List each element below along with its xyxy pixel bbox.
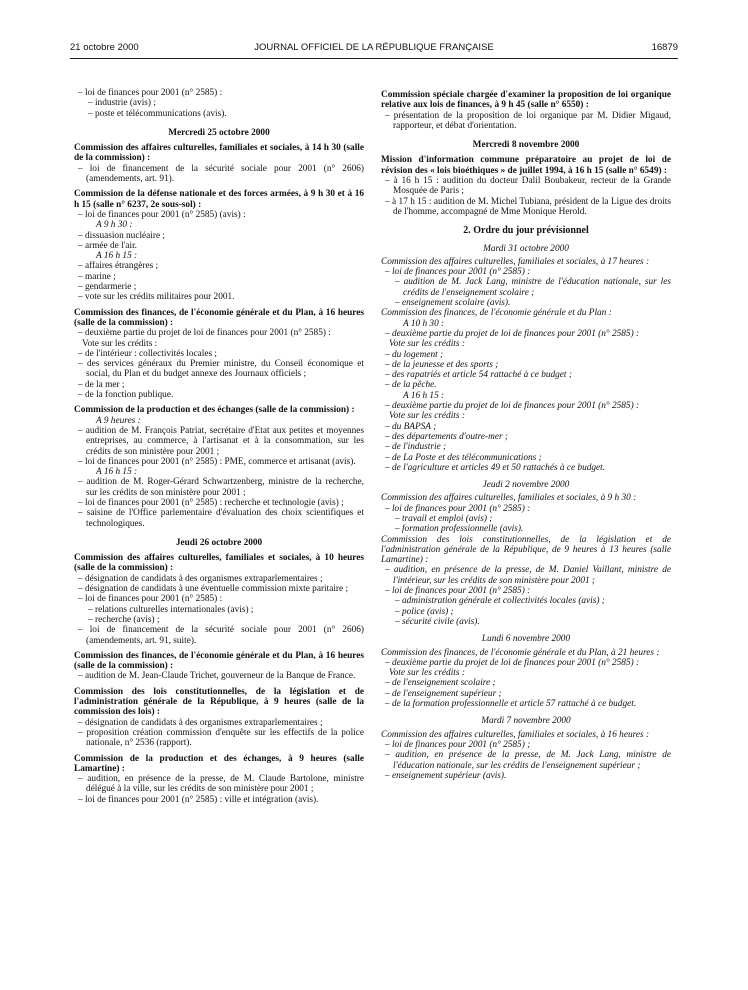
list-item: – enseignement scolaire (avis). — [395, 298, 511, 309]
list-item: – administration générale et collectivités locales (avis) ; — [395, 596, 605, 607]
list-item: – de l'agriculture et articles 49 et 50 rattachés à ce budget. — [385, 462, 606, 473]
list-item: – vote sur les crédits militaires pour 2001. — [78, 292, 235, 303]
day-heading: Jeudi 26 octobre 2000 — [175, 537, 263, 548]
list-item: – audition, en présence de la presse, de M. Claude Bartolone, ministre délégué à la ville, sur les crédits de son ministère pour 2001 ; — [78, 774, 364, 795]
commission-title: Commission des affaires culturelles, familiales et sociales, à 9 h 30 : — [381, 493, 637, 504]
page-header — [70, 40, 678, 59]
list-item: – audition de M. Jean-Claude Trichet, gouverneur de la Banque de France. — [78, 671, 356, 682]
list-item: – audition de M. Jack Lang, ministre de l'éducation nationale, sur les crédits de l'enseignement scolaire ; — [395, 277, 671, 298]
list-item: – loi de finances pour 2001 (n° 2585) : — [78, 594, 223, 605]
list-item: – de la jeunesse et des sports ; — [385, 359, 499, 370]
list-item: – de l'intérieur : collectivités locales ; — [78, 348, 218, 359]
list-item: – deuxième partie du projet de loi de finances pour 2001 (n° 2585) : — [385, 657, 640, 668]
day-heading: Mardi 31 octobre 2000 — [483, 243, 569, 254]
list-item: – marine ; — [78, 271, 116, 282]
list-item: – loi de finances pour 2001 (n° 2585) : recherche et technologie (avis) ; — [78, 497, 344, 508]
list-item: – gendarmerie ; — [78, 282, 137, 293]
list-item: – de l'enseignement supérieur ; — [385, 688, 502, 699]
commission-title: Commission des affaires culturelles, familiales et sociales, à 14 h 30 (salle de la commission) : — [74, 143, 364, 164]
list-item: – des services généraux du Premier ministre, du Conseil économique et social, du Plan et du budget annexe des Journaux officiels ; — [78, 359, 364, 380]
list-item: – saisine de l'Office parlementaire d'évaluation des choix scientifiques et technologiques. — [78, 508, 364, 529]
list-item: – travail et emploi (avis) ; — [395, 513, 493, 524]
commission-title: Commission de la défense nationale et des forces armées, à 9 h 30 et à 16 h 15 (salle n° 6237, 2e sous-sol) : — [74, 189, 364, 210]
day-heading: Mercredi 25 octobre 2000 — [168, 127, 270, 138]
list-item: – recherche (avis) ; — [88, 614, 160, 625]
list-item: – de la formation professionnelle et article 57 rattaché à ce budget. — [385, 699, 637, 710]
list-item: – loi de finances pour 2001 (n° 2585) : — [385, 586, 531, 597]
right-column — [381, 90, 671, 781]
journal-title: JOURNAL OFFICIEL DE LA RÉPUBLIQUE FRANÇAISE — [254, 42, 494, 53]
commission-title: Commission spéciale chargée d'examiner la proposition de loi organique relative aux lois de finances, à 9 h 45 (salle n° 6550) : — [381, 90, 671, 111]
list-item: – audition, en présence de la presse, de M. Jack Lang, ministre de l'éducation nationale, sur les crédits de l'enseignement supérieur ; — [385, 750, 671, 771]
list-item: – loi de finances pour 2001 (n° 2585) : — [78, 88, 223, 98]
list-item: – formation professionnelle (avis). — [395, 524, 524, 535]
day-heading: Mercredi 8 novembre 2000 — [472, 140, 580, 151]
commission-title: Commission des finances, de l'économie générale et du Plan, à 16 heures (salle de la commission) : — [74, 650, 364, 672]
commission-title: Commission des affaires culturelles, familiales et sociales, à 10 heures (salle de la commission) : — [74, 553, 364, 574]
list-item: – de la mer ; — [78, 379, 125, 390]
commission-title: Commission des finances, de l'économie générale et du Plan : — [381, 308, 612, 319]
commission-title: Commission de la production et des échanges (salle de la commission) : — [74, 405, 355, 416]
list-item: – de la fonction publique. — [78, 390, 174, 401]
list-item: – désignation de candidats à des organismes extraparlementaires ; — [78, 573, 323, 584]
list-item: – police (avis) ; — [395, 606, 454, 617]
list-item: – proposition création commission d'enquête sur les effectifs de la police nationale, n° 2536 (rapport). — [78, 727, 364, 749]
left-column — [74, 88, 364, 805]
list-item: – audition, en présence de la presse, de M. Daniel Vaillant, ministre de l'intérieur, sur les crédits de son ministère pour 2001 ; — [385, 565, 671, 586]
list-item: – à 16 h 15 : audition du docteur Dalil Boubakeur, recteur de la Grande Mosquée de Paris ; — [385, 176, 671, 197]
list-item: – désignation de candidats à des organismes extraparlementaires ; — [78, 717, 323, 728]
list-item: – de La Poste et des télécommunications ; — [385, 452, 542, 463]
list-item: – du logement ; — [385, 349, 444, 360]
list-item: – audition de M. François Patriat, secrétaire d'Etat aux petites et moyennes entreprises, au commerce, à l'artisanat et à la consommation, sur les crédits de son ministère pour 2001 ; — [78, 425, 364, 457]
day-heading: Jeudi 2 novembre 2000 — [482, 480, 570, 491]
list-item: – de l'industrie ; — [385, 442, 447, 453]
list-item: – loi de finances pour 2001 (n° 2585) : PME, commerce et artisanat (avis). — [78, 456, 356, 467]
commission-title: Commission des finances, de l'économie générale et du Plan, à 16 heures (salle de la commission) : — [74, 307, 364, 328]
time-label: A 10 h 30 : — [403, 318, 445, 329]
time-label: A 16 h 15 : — [96, 467, 138, 478]
commission-title: Commission des lois constitutionnelles, de la législation et de l'administration générale de la République, à 9 heures (salle de la commission des lois) : — [74, 686, 364, 718]
vote-label: Vote sur les crédits : — [82, 338, 158, 349]
list-item: – du BAPSA ; — [385, 421, 437, 432]
list-item: – de l'enseignement scolaire ; — [385, 678, 496, 689]
list-item: – à 17 h 15 : audition de M. Michel Tubiana, président de la Ligue des droits de l'homme, accompagné de Mme Monique Herold. — [385, 196, 671, 217]
list-item: – deuxième partie du projet de loi de finances pour 2001 (n° 2585) : — [385, 328, 640, 339]
commission-title: Commission des affaires culturelles, familiales et sociales, à 16 heures : — [381, 729, 650, 740]
time-label: A 16 h 15 : — [403, 390, 445, 401]
section-heading: 2. Ordre du jour prévisionnel — [463, 225, 589, 237]
list-item: – des rapatriés et article 54 rattaché à ce budget ; — [385, 370, 572, 381]
list-item: – loi de finances pour 2001 (n° 2585) : ville et intégration (avis). — [78, 794, 319, 805]
vote-label: Vote sur les crédits : — [389, 411, 465, 422]
commission-title: Commission des lois constitutionnelles, de la législation et de l'administration générale de la République, de 9 heures à 13 heures (salle Lamartine) : — [381, 534, 671, 566]
list-item: – deuxième partie du projet de loi de finances pour 2001 (n° 2585) : — [385, 401, 640, 412]
list-item: – enseignement supérieur (avis). — [385, 770, 507, 781]
list-item: – sécurité civile (avis). — [395, 616, 480, 627]
commission-title: Commission de la production et des échanges, à 9 heures (salle Lamartine) : — [74, 753, 364, 774]
commission-title: Mission d'information commune préparatoire au projet de loi de révision des « lois bioéthiques » de juillet 1994, à 16 h 15 (salle n° 6549) : — [381, 155, 671, 176]
commission-title: Commission des finances, de l'économie générale et du Plan, à 21 heures : — [381, 647, 660, 658]
time-label: A 16 h 15 : — [96, 251, 138, 262]
list-item: – loi de finances pour 2001 (n° 2585) (avis) : — [78, 209, 246, 220]
list-item: – poste et télécommunications (avis). — [88, 108, 227, 119]
vote-label: Vote sur les crédits : — [389, 668, 465, 679]
list-item: – de la pêche. — [385, 380, 437, 391]
list-item: – relations culturelles internationales (avis) ; — [88, 604, 254, 615]
time-label: A 9 h 30 : — [96, 220, 133, 231]
day-heading: Lundi 6 novembre 2000 — [481, 634, 571, 645]
list-item: – présentation de la proposition de loi organique par M. Didier Migaud, rapporteur, et débat d'orientation. — [385, 110, 671, 131]
list-item: – armée de l'air. — [78, 240, 137, 251]
list-item: – affaires étrangères ; — [78, 261, 159, 272]
list-item: – des départements d'outre-mer ; — [385, 431, 508, 442]
list-item: – désignation de candidats à une éventuelle commission mixte paritaire ; — [78, 584, 349, 595]
list-item: – loi de financement de la sécurité sociale pour 2001 (n° 2606) (amendements, art. 91). — [78, 163, 364, 185]
list-item: – dissuasion nucléaire ; — [78, 230, 166, 241]
list-item: – industrie (avis) ; — [88, 98, 156, 109]
header-date: 21 octobre 2000 — [70, 42, 139, 53]
vote-label: Vote sur les crédits : — [389, 339, 465, 350]
list-item: – loi de finances pour 2001 (n° 2585) ; — [385, 739, 531, 750]
time-label: A 9 heures : — [96, 415, 141, 426]
commission-title: Commission des affaires culturelles, familiales et sociales, à 17 heures : — [381, 256, 650, 267]
page-number: 16879 — [651, 42, 678, 53]
list-item: – loi de financement de la sécurité sociale pour 2001 (n° 2606) (amendements, art. 91, suite). — [78, 625, 364, 646]
day-heading: Mardi 7 novembre 2000 — [481, 716, 571, 727]
list-item: – loi de finances pour 2001 (n° 2585) : — [385, 267, 531, 278]
list-item: – audition de M. Roger-Gérard Schwartzenberg, ministre de la recherche, sur les crédits de son ministère pour 2001 ; — [78, 477, 364, 498]
list-item: – deuxième partie du projet de loi de finances pour 2001 (n° 2585) : — [78, 328, 331, 339]
list-item: – loi de finances pour 2001 (n° 2585) : — [385, 503, 531, 514]
